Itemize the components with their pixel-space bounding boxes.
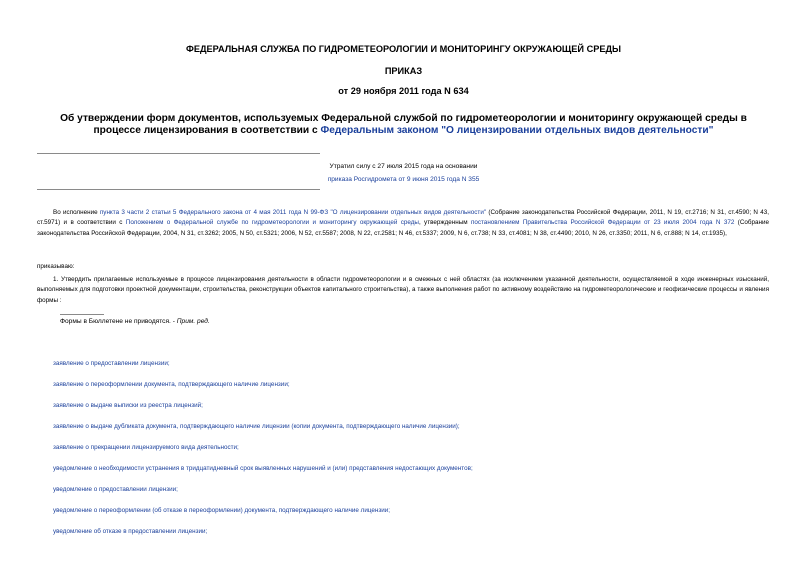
government-resolution-link[interactable]: постановлением Правительства Российской Федерации от 23 июля 2004 года N 372: [470, 219, 735, 227]
form-link-1[interactable]: заявление о предоставлении лицензии;: [53, 360, 170, 367]
divider-bottom: [37, 189, 320, 190]
status-link-line: [0, 176, 807, 183]
footnote-text: Формы в Бюллетене не приводятся. -: [60, 318, 177, 325]
law-99fz-link[interactable]: пункта 3 части 2 статьи 5 Федерального закона от 4 мая 2011 года N 99-ФЗ "О лицензировании отдельных видов деятельности": [99, 209, 487, 216]
form-link-2[interactable]: заявление о переоформлении документа, подтверждающего наличие лицензии;: [53, 381, 290, 388]
federal-law-link[interactable]: Федеральным законом "О лицензировании отдельных видов деятельности": [320, 125, 714, 136]
form-link-9[interactable]: уведомление об отказе в предоставлении лицензии;: [53, 528, 208, 535]
item-1-paragraph: 1. Утвердить прилагаемые используемые в процессе лицензирования деятельности в области гидрометеорологии и в смежных с ней областях (за исключением указанной деятельности, осуществляемой в ходе инженерных изысканий, выполняемых для подготовки проектной документации, строительства, реконструкции объектов капитального строительства), а также выполнения работ по активному воздействию на гидрометеорологические и геофизические процессы и явления формы :: [37, 276, 769, 304]
footnote: [60, 318, 210, 325]
form-link-5[interactable]: заявление о прекращении лицензируемого вида деятельности;: [53, 444, 239, 451]
preamble-text-3: , утвержденным: [418, 219, 471, 227]
footnote-divider: [60, 314, 104, 315]
preamble-text-2: (Собрание законодательства Российской Федерации, 2011, N 19, ст.2716; N 31, ст.4590; N 43, ст.5971) и в соответствии с: [37, 209, 769, 227]
form-link-7[interactable]: уведомление о предоставлении лицензии;: [53, 486, 178, 493]
preamble-paragraph: [37, 208, 769, 239]
status-note: Утратил силу с 27 июля 2015 года на основании: [329, 163, 478, 170]
divider-top: [37, 153, 320, 154]
order-date-heading: от 29 ноября 2011 года N 634: [338, 86, 469, 96]
title-text: Об утверждении форм документов, используемых Федеральной службой по гидрометеорологии и мониторингу окружающей среды в процессе лицензирования в соответствии с: [60, 113, 747, 136]
order-type-heading: ПРИКАЗ: [384, 66, 423, 76]
form-link-3[interactable]: заявление о выдаче выписки из реестра лицензий;: [53, 402, 203, 409]
footnote-italic: Прим. ред.: [176, 318, 210, 325]
form-link-6[interactable]: уведомление о необходимости устранения в тридцатидневный срок выявленных нарушений и (или) представления недостающих документов;: [53, 465, 473, 472]
preamble-text-1: Во исполнение: [53, 209, 100, 216]
repeal-order-link[interactable]: приказа Росгидромета от 9 июня 2015 года N 355: [327, 176, 480, 183]
preamble-text-4: (Собрание законодательства Российской Федерации, 2004, N 31, ст.3262; 2005, N 50, ст.5321; 2006, N 52, ст.5587; 2008, N 22, ст.2581; N 46, ст.5337; 2009, N 6, ст.738; N 33, ст.4081; N 38, ст.4490; 2010, N 26, ст.3350; 2011, N 6, ст.888; N 14, ст.1935),: [37, 219, 769, 237]
regulation-link[interactable]: Положением о Федеральной службе по гидрометеорологии и мониторингу окружающей среды: [125, 219, 419, 227]
agency-heading: ФЕДЕРАЛЬНАЯ СЛУЖБА ПО ГИДРОМЕТЕОРОЛОГИИ И МОНИТОРИНГУ ОКРУЖАЮЩЕЙ СРЕДЫ: [186, 44, 621, 54]
form-link-8[interactable]: уведомление о переоформлении (об отказе в переоформлении) документа, подтверждающего наличие лицензии;: [53, 507, 391, 514]
document-title: [40, 113, 767, 137]
order-word: приказываю:: [37, 263, 75, 270]
form-link-4[interactable]: заявление о выдаче дубликата документа, подтверждающего наличие лицензии (копии документа, подтверждающего наличие лицензии);: [53, 423, 460, 430]
